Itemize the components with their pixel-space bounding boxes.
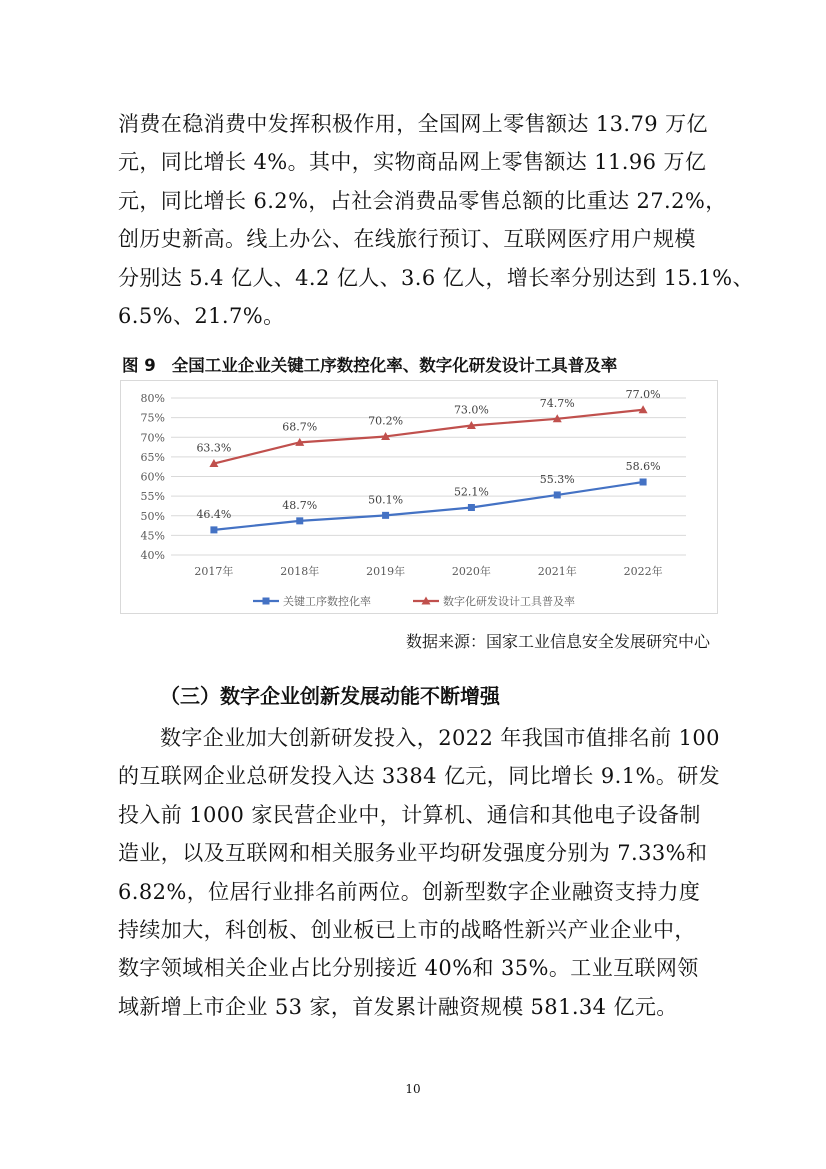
y-tick-label: 40% (140, 549, 165, 562)
page-number: 10 (405, 1082, 421, 1096)
series-line (214, 482, 643, 530)
data-label: 55.3% (539, 472, 575, 486)
paragraph-line: 元，同比增长 4%。其中，实物商品网上零售额达 11.96 万亿 (118, 150, 707, 175)
paragraph-line: 投入前 1000 家民营企业中，计算机、通信和其他电子设备制 (118, 802, 701, 827)
data-label: 70.2% (368, 414, 404, 428)
paragraph-line: 创历史新高。线上办公、在线旅行预订、互联网医疗用户规模 (118, 227, 696, 252)
paragraph-line: 的互联网企业总研发投入达 3384 亿元，同比增长 9.1%。研发 (118, 764, 721, 789)
paragraph-line: 消费在稳消费中发挥积极作用，全国网上零售额达 13.79 万亿 (118, 112, 708, 136)
paragraph-line: 造业，以及互联网和相关服务业平均研发强度分别为 7.33%和 (118, 841, 708, 866)
paragraph-line: 数字领域相关企业占比分别接近 40%和 35%。工业互联网领 (118, 956, 699, 981)
data-label: 50.1% (368, 493, 404, 507)
legend-label: 关键工序数控化率 (283, 595, 371, 608)
figure-title: 全国工业企业关键工序数控化率、数字化研发设计工具普及率 (171, 356, 618, 375)
y-tick-label: 55% (140, 490, 165, 504)
x-tick-label: 2022年 (623, 565, 663, 578)
paragraph-line: 元，同比增长 6.2%，占社会消费品零售总额的比重达 27.2%， (118, 188, 727, 213)
section-heading: （三）数字企业创新发展动能不断增强 (160, 684, 500, 708)
body-paragraph-1 (118, 105, 754, 335)
x-tick-label: 2019年 (366, 565, 406, 578)
data-label: 63.3% (196, 441, 232, 455)
y-tick-label: 50% (140, 509, 165, 523)
data-label: 74.7% (539, 396, 575, 410)
y-tick-label: 75% (140, 411, 165, 425)
legend-label: 数字化研发设计工具普及率 (443, 595, 575, 608)
data-point-marker (210, 526, 217, 533)
data-label: 48.7% (282, 498, 318, 512)
figure-caption (122, 352, 722, 376)
y-tick-label: 60% (140, 470, 165, 484)
x-tick-label: 2018年 (280, 565, 320, 578)
chart-canvas (121, 381, 717, 613)
data-label: 73.0% (453, 403, 489, 417)
data-label: 52.1% (453, 485, 489, 499)
data-point-marker (468, 504, 475, 511)
y-tick-label: 70% (140, 431, 165, 445)
x-tick-label: 2017年 (194, 565, 234, 578)
data-label: 77.0% (625, 387, 661, 401)
data-point-marker (296, 517, 303, 524)
y-tick-label: 80% (140, 392, 165, 405)
x-tick-label: 2020年 (451, 565, 491, 578)
paragraph-line: 6.5%、21.7%。 (118, 304, 285, 329)
data-label: 68.7% (282, 420, 318, 434)
data-label: 46.4% (196, 507, 232, 521)
data-label: 58.6% (625, 459, 661, 473)
paragraph-line: 域新增上市企业 53 家，首发累计融资规模 581.34 亿元。 (118, 994, 678, 1019)
line-chart (120, 380, 718, 614)
data-point-marker (554, 491, 561, 498)
paragraph-line: 分别达 5.4 亿人、4.2 亿人、3.6 亿人，增长率分别达到 15.1%、 (118, 265, 754, 290)
x-tick-label: 2021年 (537, 565, 577, 578)
figure-number: 图 9 (122, 356, 156, 375)
paragraph-line: 持续加大，科创板、创业板已上市的战略性新兴产业企业中， (118, 918, 696, 943)
data-source-note: 数据来源：国家工业信息安全发展研究中心 (405, 632, 710, 651)
paragraph-line: 6.82%，位居行业排名前两位。创新型数字企业融资支持力度 (118, 879, 701, 904)
data-point-marker (640, 478, 647, 485)
y-tick-label: 65% (140, 450, 165, 464)
body-paragraph-2 (118, 719, 721, 1026)
y-tick-label: 45% (140, 529, 165, 543)
legend-swatch-marker (263, 598, 270, 605)
data-point-marker (382, 512, 389, 519)
paragraph-line: 数字企业加大创新研发投入，2022 年我国市值排名前 100 (160, 726, 720, 750)
